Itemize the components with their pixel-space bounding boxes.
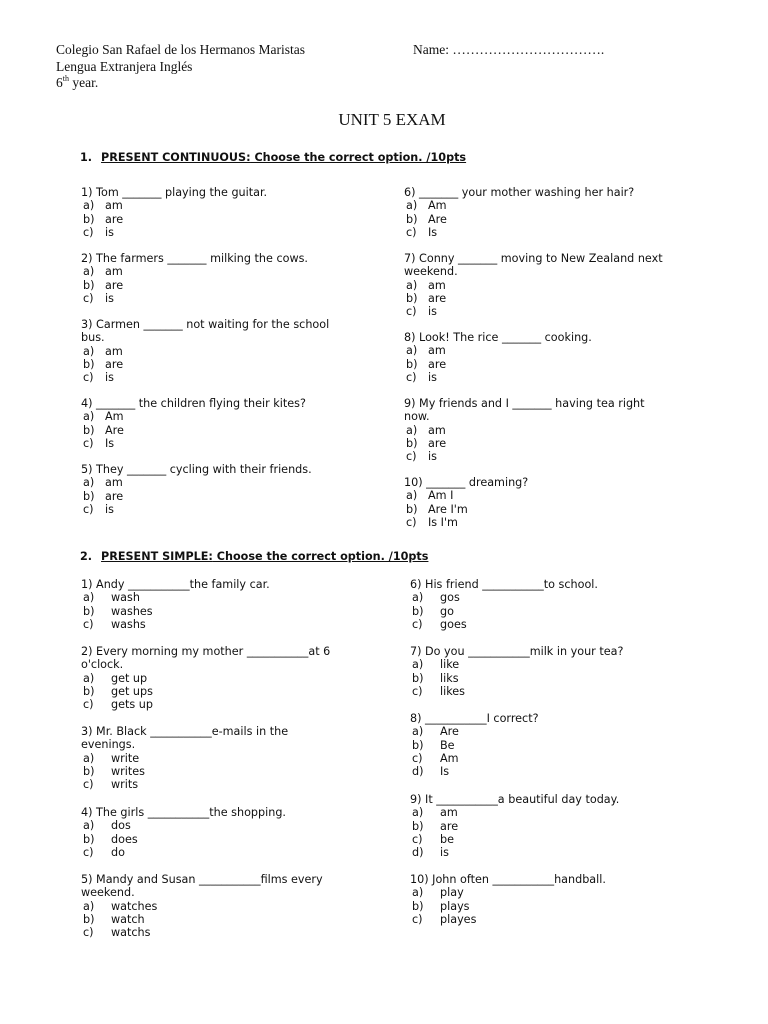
year-suffix: th [62,73,69,83]
answer-option [410,913,606,926]
option-text: washes [111,604,153,618]
option-text: does [111,832,138,846]
answer-option [410,833,619,846]
option-text: Am I [428,489,454,503]
option-letter: b) [406,502,418,516]
option-letter: a) [83,265,95,279]
option-text: Are [105,423,124,437]
option-text: Are [440,725,459,739]
option-letter: c) [83,371,94,385]
option-letter: c) [412,832,423,846]
option-text: Am [440,751,459,765]
section-1-heading [80,151,466,164]
option-letter: a) [406,423,418,437]
option-text: are [440,819,459,833]
option-letter: b) [83,604,95,618]
option-letter: a) [83,899,95,913]
option-text: writes [111,764,145,778]
question-5 [81,873,323,939]
option-letter: c) [412,912,423,926]
answer-option [404,344,592,357]
section-instruction: Choose the correct option. /10pts [250,151,467,164]
answer-option [81,476,312,489]
answer-option [410,900,606,913]
option-text: be [440,832,454,846]
option-letter: a) [412,591,424,605]
option-text: Am [428,199,447,213]
answer-option [410,658,623,671]
answer-option [410,739,539,752]
option-text: are [105,489,124,503]
option-text: am [105,265,123,279]
answer-option [81,618,270,631]
answer-option [404,292,663,305]
question-stem: 8) Look! The rice _______ cooking. [404,331,592,344]
question-stem: 7) Conny _______ moving to New Zealand next weekend. [404,252,663,279]
answer-option [81,765,288,778]
answer-option [81,503,312,516]
option-text: Be [440,738,455,752]
option-text: Is I'm [428,515,458,529]
option-letter: c) [412,617,423,631]
year-word: year. [68,75,99,90]
question-stem: 3) Carmen _______ not waiting for the school bus. [81,318,330,345]
option-letter: d) [412,765,424,779]
answer-option [81,292,308,305]
question-9 [404,397,645,463]
option-text: am [105,199,123,213]
option-text: watchs [111,926,151,940]
option-text: is [105,502,114,516]
answer-option [404,358,592,371]
answer-option [81,371,329,384]
option-text: am [105,476,123,490]
option-letter: a) [83,591,95,605]
question-stem: 1) Andy ___________the family car. [81,578,270,591]
option-text: Are [428,212,447,226]
option-letter: b) [83,357,95,371]
option-letter: c) [83,436,94,450]
option-letter: a) [83,410,95,424]
answer-option [81,591,270,604]
answer-option [410,685,623,698]
option-text: goes [440,617,467,631]
answer-option [410,725,539,738]
question-stem: 1) Tom _______ playing the guitar. [81,186,268,199]
answer-option [81,752,288,765]
option-letter: a) [412,725,424,739]
option-letter: b) [83,423,95,437]
question-7 [404,252,663,318]
option-letter: c) [406,515,417,529]
answer-option [81,685,330,698]
answer-option [81,605,270,618]
answer-option [81,410,306,423]
answer-option [81,265,308,278]
option-text: are [428,357,447,371]
option-letter: d) [412,846,424,860]
option-text: get up [111,671,148,685]
option-text: get ups [111,684,153,698]
question-stem: 2) Every morning my mother ___________at 6 o'clock. [81,645,331,672]
question-stem: 5) They _______ cycling with their friends. [81,463,312,476]
answer-option [410,820,619,833]
option-text: is [428,370,437,384]
option-text: am [428,423,446,437]
option-text: Is [440,765,450,779]
question-1 [81,186,267,239]
option-text: play [440,886,464,900]
question-1 [81,578,270,631]
answer-option [410,605,598,618]
exam-title: UNIT 5 EXAM [338,110,446,129]
option-text: are [428,436,447,450]
option-letter: b) [406,291,418,305]
option-letter: a) [412,806,424,820]
answer-option [404,199,634,212]
option-text: gos [440,591,460,605]
option-letter: b) [412,738,424,752]
option-letter: b) [406,436,418,450]
option-letter: c) [83,926,94,940]
option-letter: b) [83,212,95,226]
option-text: dos [111,819,131,833]
question-4 [81,397,306,450]
section-number: 1. [80,151,93,164]
option-text: is [105,371,114,385]
year-number: 6 [56,75,63,90]
answer-option [404,305,663,318]
option-letter: b) [83,278,95,292]
answer-option [404,450,645,463]
option-letter: c) [83,698,94,712]
option-text: is [428,305,437,319]
option-letter: b) [412,604,424,618]
question-stem: 6) _______ your mother washing her hair? [404,186,635,199]
answer-option [410,765,539,778]
option-letter: c) [406,450,417,464]
section-instruction: Choose the correct option. /10pts [212,550,429,563]
question-stem: 4) _______ the children flying their kites? [81,397,306,410]
option-letter: c) [83,502,94,516]
question-stem: 2) The farmers _______ milking the cows. [81,252,308,265]
answer-option [81,913,323,926]
answer-option [81,490,312,503]
answer-option [81,345,329,358]
answer-option [81,213,267,226]
option-text: Are I'm [428,502,468,516]
answer-option [81,279,308,292]
answer-option [81,833,286,846]
question-3 [81,725,288,791]
answer-option [410,886,606,899]
answer-option [81,199,267,212]
question-4 [81,806,286,859]
answer-option [81,358,329,371]
option-letter: a) [83,671,95,685]
question-8 [404,331,592,384]
answer-option [404,279,663,292]
option-letter: c) [412,684,423,698]
option-text: am [428,344,446,358]
answer-option [81,698,330,711]
answer-option [410,806,619,819]
option-letter: a) [83,344,95,358]
option-text: watch [111,912,145,926]
option-letter: c) [406,305,417,319]
question-stem: 4) The girls ___________the shopping. [81,806,286,819]
option-text: is [440,846,449,860]
answer-option [404,489,528,502]
option-text: are [105,357,124,371]
option-letter: a) [83,751,95,765]
subject-name: Lengua Extranjera Inglés [56,58,193,74]
section-title: PRESENT SIMPLE: [101,550,213,563]
option-text: wash [111,591,140,605]
option-letter: b) [406,212,418,226]
option-text: am [428,278,446,292]
option-text: writs [111,778,139,792]
option-text: Is [428,225,438,239]
answer-option [410,846,619,859]
question-stem: 7) Do you ___________milk in your tea? [410,645,624,658]
answer-option [81,926,323,939]
section-number: 2. [80,550,93,563]
option-letter: a) [406,199,418,213]
option-text: am [440,806,458,820]
answer-option [81,778,288,791]
option-text: is [105,291,114,305]
answer-option [81,437,306,450]
option-letter: a) [83,199,95,213]
question-stem: 3) Mr. Black ___________e-mails in the evenings. [81,725,289,752]
option-text: are [105,212,124,226]
option-text: gets up [111,698,153,712]
question-stem: 9) It ___________a beautiful day today. [410,793,620,806]
answer-option [81,900,323,913]
option-letter: c) [83,845,94,859]
option-text: are [428,291,447,305]
question-2 [81,252,308,305]
option-letter: b) [83,684,95,698]
question-6 [410,578,598,631]
option-letter: b) [83,764,95,778]
question-7 [410,645,623,698]
option-text: do [111,845,125,859]
question-9 [410,793,619,859]
option-letter: b) [412,899,424,913]
question-10 [410,873,606,926]
option-letter: c) [406,225,417,239]
option-letter: b) [412,671,424,685]
option-text: washs [111,617,146,631]
section-2-heading [80,550,428,563]
answer-option [81,226,267,239]
section-title: PRESENT CONTINUOUS: [101,151,251,164]
question-stem: 6) His friend ___________to school. [410,578,598,591]
answer-option [81,819,286,832]
answer-option [404,503,528,516]
option-text: go [440,604,454,618]
option-letter: c) [83,617,94,631]
option-text: are [105,278,124,292]
option-text: like [440,658,460,672]
answer-option [404,437,645,450]
answer-option [404,424,645,437]
option-letter: a) [412,886,424,900]
option-letter: a) [83,819,95,833]
school-name: Colegio San Rafael de los Hermanos Maristas [56,42,305,57]
option-letter: a) [406,278,418,292]
header-school-info [56,42,305,92]
option-text: is [428,450,437,464]
option-letter: c) [412,751,423,765]
option-text: watches [111,899,158,913]
answer-option [81,672,330,685]
option-text: liks [440,671,459,685]
option-letter: a) [406,489,418,503]
question-8 [410,712,539,778]
option-letter: b) [83,489,95,503]
option-text: likes [440,684,466,698]
option-text: plays [440,899,470,913]
question-10 [404,476,528,529]
answer-option [410,591,598,604]
school-year [56,75,305,92]
option-letter: b) [83,832,95,846]
option-letter: b) [406,357,418,371]
option-letter: a) [83,476,95,490]
answer-option [404,371,592,384]
option-letter: b) [412,819,424,833]
student-name-field: Name: ……………………………. [413,42,605,57]
option-letter: c) [83,778,94,792]
question-stem: 5) Mandy and Susan ___________films every weekend. [81,873,323,900]
option-letter: c) [83,225,94,239]
option-text: is [105,225,114,239]
answer-option [410,752,539,765]
question-2 [81,645,330,711]
question-stem: 10) John often ___________handball. [410,873,606,886]
option-text: Am [105,410,124,424]
option-text: playes [440,912,477,926]
answer-option [81,846,286,859]
question-stem: 10) _______ dreaming? [404,476,529,489]
question-stem: 8) ___________I correct? [410,712,539,725]
option-text: Is [105,436,115,450]
option-text: write [111,751,140,765]
answer-option [410,618,598,631]
answer-option [404,226,634,239]
answer-option [410,672,623,685]
option-letter: c) [83,291,94,305]
answer-option [404,213,634,226]
question-6 [404,186,634,239]
option-letter: a) [406,344,418,358]
option-letter: a) [412,658,424,672]
option-letter: c) [406,370,417,384]
option-text: am [105,344,123,358]
answer-option [404,516,528,529]
question-5 [81,463,312,516]
question-stem: 9) My friends and I _______ having tea right now. [404,397,645,424]
question-3 [81,318,329,384]
answer-option [81,424,306,437]
option-letter: b) [83,912,95,926]
